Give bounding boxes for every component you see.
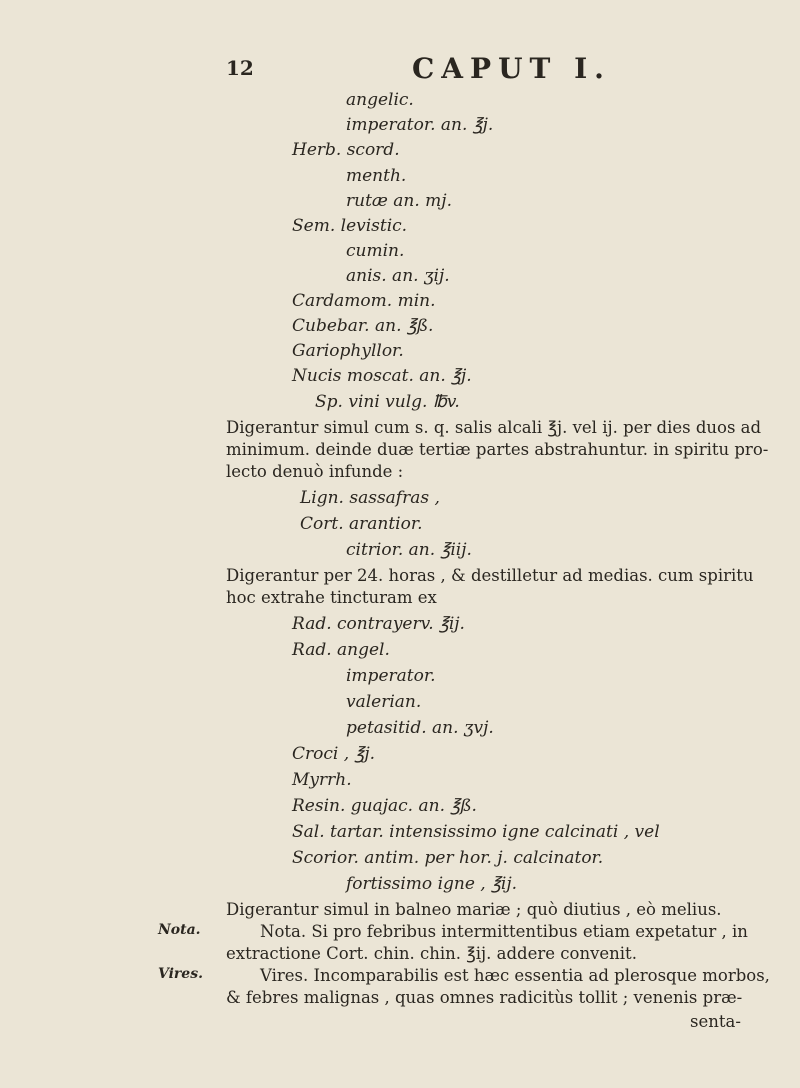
ingredient-line: anis. an. ʒij. — [346, 266, 450, 286]
ingredient-line: Cort. arantior. — [300, 514, 423, 534]
text-line: lecto denuò infunde : — [226, 462, 404, 481]
ingredient-line: Scorior. antim. per hor. j. calcinator. — [292, 848, 604, 868]
ingredient-line: Herb. scord. — [292, 140, 400, 160]
ingredient-line: fortissimo igne , ℥ij. — [346, 874, 518, 894]
text-line: hoc extrahe tincturam ex — [226, 588, 437, 607]
ingredient-line: Nucis moscat. an. ℥j. — [292, 366, 472, 386]
ingredient-line: Cardamom. min. — [292, 291, 436, 311]
catchword: senta- — [690, 1012, 741, 1031]
ingredient-line: valerian. — [346, 692, 422, 712]
ingredient-line: Resin. guajac. an. ℥ß. — [292, 796, 477, 816]
ingredient-line: Rad. contrayerv. ℥ij. — [292, 614, 465, 634]
text-line: Digerantur per 24. horas , & destilletur ad medias. cum spiritu — [226, 566, 754, 585]
ingredient-line: Lign. sassafras , — [300, 488, 440, 508]
ingredient-line: Croci , ℥j. — [292, 744, 376, 764]
ingredient-line: Sal. tartar. intensissimo igne calcinati , vel — [292, 822, 660, 842]
ingredient-line: Gariophyllor. — [292, 341, 404, 361]
text-line: extractione Cort. chin. chin. ℥ij. addere convenit. — [226, 944, 637, 963]
ingredient-line: Sp. vini vulg. ℔v. — [315, 392, 460, 412]
text-line: & febres malignas , quas omnes radicitùs tollit ; venenis præ- — [226, 988, 743, 1007]
ingredient-line: Sem. levistic. — [292, 216, 408, 236]
page-number: 12 — [226, 56, 254, 80]
ingredient-line: Rad. angel. — [292, 640, 390, 660]
ingredient-line: imperator. an. ℥j. — [346, 115, 494, 135]
ingredient-line: angelic. — [346, 90, 414, 110]
ingredient-line: imperator. — [346, 666, 436, 686]
ingredient-line: citrior. an. ℥iij. — [346, 540, 472, 560]
margin-note-nota: Nota. — [158, 922, 201, 938]
running-head: CAPUT I. — [412, 52, 611, 85]
ingredient-line: menth. — [346, 166, 407, 186]
text-line: Nota. Si pro febribus intermittentibus etiam expetatur , in — [260, 922, 748, 941]
margin-note-vires: Vires. — [158, 966, 203, 982]
text-line: minimum. deinde duæ tertiæ partes abstrahuntur. in spiritu pro- — [226, 440, 769, 459]
ingredient-line: petasitid. an. ʒvj. — [346, 718, 494, 738]
text-line: Digerantur simul in balneo mariæ ; quò diutius , eò melius. — [226, 900, 722, 919]
ingredient-line: rutæ an. mj. — [346, 191, 452, 211]
text-line: Vires. Incomparabilis est hæc essentia ad plerosque morbos, — [260, 966, 770, 985]
text-line: Digerantur simul cum s. q. salis alcali ℥j. vel ij. per dies duos ad — [226, 418, 762, 437]
ingredient-line: Myrrh. — [292, 770, 352, 790]
ingredient-line: Cubebar. an. ℥ß. — [292, 316, 434, 336]
ingredient-line: cumin. — [346, 241, 405, 261]
